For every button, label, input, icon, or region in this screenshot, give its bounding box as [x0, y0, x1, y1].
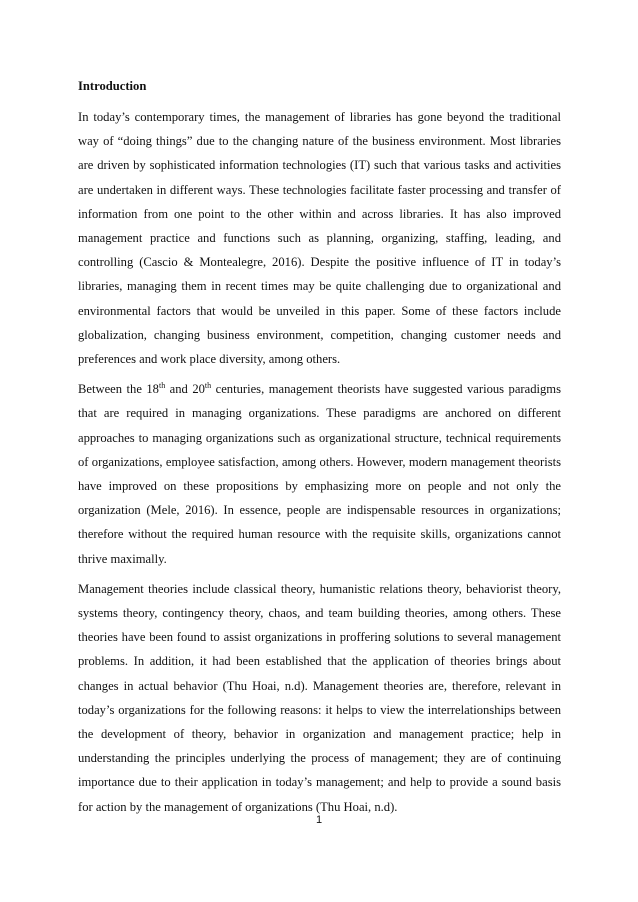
paragraph-2-text-b: and 20	[165, 382, 205, 397]
paragraph-3: Management theories include classical theory, humanistic relations theory, behaviorist theory, systems theory, contingency theory, chaos, and team building theories, among others. These theories have been found to assist organizations in proffering solutions to several management problems. In addition, it had been established that the application of theories brings about changes in actual behavior (Thu Hoai, n.d). Management theories are, therefore, relevant in today’s organizations for the following reasons: it helps to view the interrelationships between the development of theory, behavior in organization and management practice; help in understanding the principles underlying the process of management; they are of continuing importance due to their application in today’s management; and help to provide a sound basis for action by the management of organizations (Thu Hoai, n.d).	[78, 581, 561, 814]
superscript-th-2: th	[204, 381, 212, 391]
paragraph-2-text-c: centuries, management theorists have suggested various paradigms that are required in managing organizations. These paradigms are anchored on different approaches to managing organizations such as organizational structure, technical requirements of organizations, employee satisfaction, among others. However, modern management theorists have improved on these propositions by emphasizing more on people and not only the organization (Mele, 2016). In essence, people are indispensable resources in organizations; therefore without the required human resource with the requisite skills, organizations cannot thrive maximally.	[78, 382, 561, 566]
document-body	[78, 74, 561, 825]
paragraph-2-text-a: Between the 18	[78, 382, 159, 397]
paragraph-2	[78, 377, 561, 571]
superscript-th-1: th	[158, 381, 166, 391]
page-number: 1	[315, 814, 323, 826]
section-heading: Introduction	[78, 79, 147, 93]
paragraph-1: In today’s contemporary times, the management of libraries has gone beyond the traditional way of “doing things” due to the changing nature of the business environment. Most libraries are driven by sophisticated information technologies (IT) such that various tasks and activities are undertaken in different ways. These technologies facilitate faster processing and transfer of information from one point to the other within and across libraries. It has also improved management practice and functions such as planning, organizing, staffing, leading, and controlling (Cascio & Montealegre, 2016). Despite the positive influence of IT in today’s libraries, managing them in recent times may be quite challenging due to organizational and environmental factors that would be unveiled in this paper. Some of these factors include globalization, changing business environment, competition, changing customer needs and preferences and work place diversity, among others.	[78, 110, 561, 367]
